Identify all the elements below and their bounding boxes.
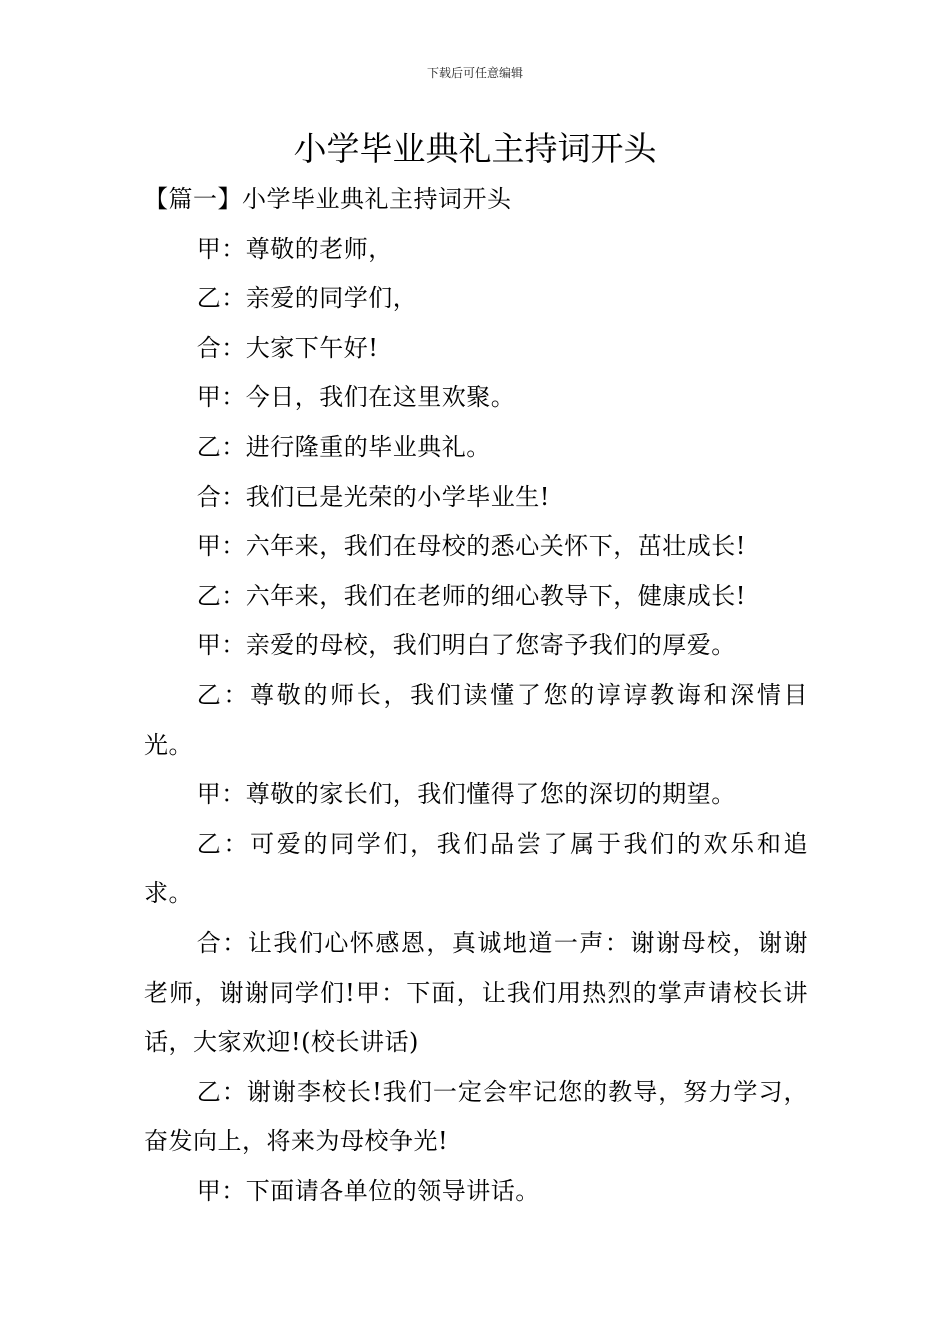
dialogue-line-4: 甲：今日，我们在这里欢聚。 bbox=[196, 383, 516, 412]
dialogue-line-11: 甲：尊敬的家长们，我们懂得了您的深切的期望。 bbox=[196, 780, 736, 809]
document-body bbox=[144, 175, 808, 1216]
dialogue-line-15: 甲：下面请各单位的领导讲话。 bbox=[196, 1176, 540, 1205]
dialogue-line-2: 乙：亲爱的同学们， bbox=[196, 284, 418, 313]
section-heading: 【篇一】小学毕业典礼主持词开头 bbox=[144, 185, 512, 213]
dialogue-line-9: 甲：亲爱的母校，我们明白了您寄予我们的厚爱。 bbox=[196, 631, 736, 660]
header-note: 下载后可任意编辑 bbox=[426, 66, 523, 80]
dialogue-line-3: 合：大家下午好! bbox=[196, 333, 379, 362]
dialogue-line-13: 合：让我们心怀感恩，真诚地道一声：谢谢母校，谢谢老师，谢谢同学们!甲：下面，让我们用热烈的掌声请校长讲话，大家欢迎!(校长讲话) bbox=[144, 928, 808, 1057]
dialogue-line-1: 甲：尊敬的老师， bbox=[196, 234, 393, 263]
dialogue-line-8: 乙：六年来，我们在老师的细心教导下，健康成长! bbox=[196, 581, 746, 610]
dialogue-line-10: 乙：尊敬的师长，我们读懂了您的谆谆教诲和深情目光。 bbox=[144, 680, 808, 759]
dialogue-line-12: 乙：可爱的同学们，我们品尝了属于我们的欢乐和追求。 bbox=[144, 829, 808, 908]
dialogue-line-6: 合：我们已是光荣的小学毕业生! bbox=[196, 482, 550, 511]
document-title: 小学毕业典礼主持词开头 bbox=[293, 129, 657, 168]
dialogue-line-5: 乙：进行隆重的毕业典礼。 bbox=[196, 432, 491, 461]
dialogue-line-14: 乙：谢谢李校长!我们一定会牢记您的教导，努力学习，奋发向上，将来为母校争光! bbox=[144, 1077, 808, 1156]
dialogue-line-7: 甲：六年来，我们在母校的悉心关怀下，茁壮成长! bbox=[196, 532, 746, 561]
